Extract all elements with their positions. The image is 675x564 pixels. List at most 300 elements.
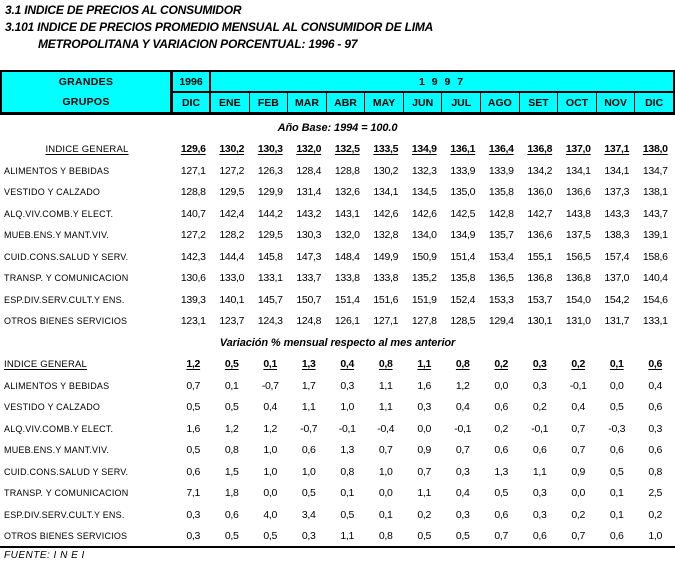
value-cell: 142,4 bbox=[219, 207, 245, 220]
table-row bbox=[0, 397, 675, 419]
value-cell: 1,3 bbox=[340, 444, 355, 457]
value-cell: 134,1 bbox=[565, 164, 591, 177]
value-cell: 0,6 bbox=[224, 508, 239, 521]
table-body bbox=[0, 117, 675, 547]
value-cell: 128,8 bbox=[334, 164, 360, 177]
value-cell: 136,5 bbox=[488, 272, 514, 285]
month-header: FEB bbox=[250, 93, 289, 112]
value-cell: 131,4 bbox=[296, 186, 322, 199]
value-cell: 158,6 bbox=[642, 250, 668, 263]
table-row bbox=[0, 268, 675, 290]
value-cell: 126,1 bbox=[334, 315, 360, 328]
value-cell: 0,0 bbox=[571, 487, 586, 500]
value-cell: 136,0 bbox=[527, 186, 553, 199]
value-cell: 134,1 bbox=[604, 164, 630, 177]
value-cell: 152,4 bbox=[450, 293, 476, 306]
table-row bbox=[0, 504, 675, 526]
value-cell: 0,5 bbox=[609, 465, 624, 478]
value-cell: 1,6 bbox=[417, 379, 432, 392]
month-header: MAY bbox=[365, 93, 404, 112]
value-cell: 128,2 bbox=[219, 229, 245, 242]
value-cell: 0,5 bbox=[301, 487, 316, 500]
value-cell: -0,1 bbox=[569, 379, 587, 392]
month-header: SET bbox=[520, 93, 559, 112]
source-note: FUENTE: I N E I bbox=[4, 550, 85, 561]
value-cell: 0,3 bbox=[648, 422, 663, 435]
value-cell: 130,2 bbox=[219, 143, 245, 156]
value-cell: 130,6 bbox=[180, 272, 206, 285]
value-cell: 0,9 bbox=[571, 465, 586, 478]
value-cell: 129,5 bbox=[219, 186, 245, 199]
value-cell: 153,3 bbox=[488, 293, 514, 306]
value-cell: 157,4 bbox=[604, 250, 630, 263]
value-cell: 131,7 bbox=[604, 315, 630, 328]
value-cell: 133,9 bbox=[488, 164, 514, 177]
row-label: TRANSP. Y COMUNICACION bbox=[4, 273, 129, 284]
value-cell: 127,2 bbox=[180, 229, 206, 242]
value-cell: 0,4 bbox=[340, 358, 355, 371]
value-cell: 127,2 bbox=[219, 164, 245, 177]
value-cell: 140,4 bbox=[642, 272, 668, 285]
value-cell: 0,7 bbox=[186, 379, 201, 392]
value-cell: 1,3 bbox=[301, 358, 316, 371]
value-cell: 0,8 bbox=[455, 358, 470, 371]
value-cell: 145,8 bbox=[257, 250, 283, 263]
value-cell: 1,7 bbox=[301, 379, 316, 392]
row-label: MUEB.ENS.Y MANT.VIV. bbox=[4, 445, 110, 456]
value-cell: 0,6 bbox=[648, 401, 663, 414]
value-cell: 136,6 bbox=[527, 229, 553, 242]
value-cell: 0,6 bbox=[648, 444, 663, 457]
value-cell: 144,4 bbox=[219, 250, 245, 263]
value-cell: 0,2 bbox=[494, 358, 509, 371]
value-cell: 136,6 bbox=[565, 186, 591, 199]
value-cell: 1,1 bbox=[532, 465, 547, 478]
value-cell: 0,7 bbox=[571, 530, 586, 543]
group-header-line1: GRANDES bbox=[58, 76, 114, 88]
value-cell: 128,4 bbox=[296, 164, 322, 177]
value-cell: 1,2 bbox=[263, 422, 278, 435]
value-cell: 1,0 bbox=[301, 465, 316, 478]
value-cell: 0,1 bbox=[263, 358, 278, 371]
value-cell: 0,2 bbox=[494, 422, 509, 435]
value-cell: 3,4 bbox=[301, 508, 316, 521]
value-cell: 134,2 bbox=[527, 164, 553, 177]
table-row bbox=[0, 203, 675, 225]
value-cell: 133,1 bbox=[257, 272, 283, 285]
value-cell: 142,6 bbox=[411, 207, 437, 220]
value-cell: 0,4 bbox=[648, 379, 663, 392]
value-cell: 139,1 bbox=[642, 229, 668, 242]
month-header-dic-1996: DIC bbox=[173, 93, 211, 112]
value-cell: 153,7 bbox=[527, 293, 553, 306]
value-cell: 1,1 bbox=[340, 530, 355, 543]
value-cell: 154,2 bbox=[604, 293, 630, 306]
value-cell: 155,1 bbox=[527, 250, 553, 263]
value-cell: 135,0 bbox=[450, 186, 476, 199]
value-cell: 0,8 bbox=[378, 358, 393, 371]
value-cell: 136,8 bbox=[527, 143, 553, 156]
value-cell: 151,9 bbox=[411, 293, 437, 306]
value-cell: 0,6 bbox=[186, 465, 201, 478]
value-cell: 124,3 bbox=[257, 315, 283, 328]
value-cell: 0,6 bbox=[532, 444, 547, 457]
value-cell: 1,0 bbox=[378, 465, 393, 478]
value-cell: 127,1 bbox=[180, 164, 206, 177]
year-1997-header: 1 9 9 7 bbox=[418, 75, 466, 88]
value-cell: 127,1 bbox=[373, 315, 399, 328]
table-row bbox=[0, 182, 675, 204]
value-cell: 132,8 bbox=[373, 229, 399, 242]
value-cell: 0,3 bbox=[532, 358, 547, 371]
value-cell: 0,3 bbox=[340, 379, 355, 392]
value-cell: 134,0 bbox=[411, 229, 437, 242]
row-label: INDICE GENERAL bbox=[4, 358, 88, 370]
value-cell: 123,1 bbox=[180, 315, 206, 328]
value-cell: 1,1 bbox=[378, 401, 393, 414]
value-cell: 0,9 bbox=[417, 444, 432, 457]
value-cell: 137,5 bbox=[565, 229, 591, 242]
column-group-header bbox=[2, 72, 173, 112]
variation-caption: Variación % mensual respecto al mes anterior bbox=[219, 336, 456, 349]
value-cell: 133,1 bbox=[642, 315, 668, 328]
value-cell: 129,9 bbox=[257, 186, 283, 199]
variation-rows bbox=[0, 354, 675, 548]
value-cell: 133,8 bbox=[373, 272, 399, 285]
value-cell: 0,8 bbox=[378, 530, 393, 543]
value-cell: 135,8 bbox=[488, 186, 514, 199]
value-cell: 1,8 bbox=[224, 487, 239, 500]
table-row bbox=[0, 526, 675, 548]
value-cell: -0,7 bbox=[261, 379, 279, 392]
value-cell: 0,7 bbox=[571, 444, 586, 457]
value-cell: 0,5 bbox=[609, 401, 624, 414]
table-row bbox=[0, 225, 675, 247]
value-cell: 0,7 bbox=[494, 530, 509, 543]
value-cell: 0,6 bbox=[648, 358, 663, 371]
table-title-line2: METROPOLITANA Y VARIACION PORCENTUAL: 1996 - 97 bbox=[38, 37, 358, 51]
month-header: AGO bbox=[481, 93, 520, 112]
month-header: NOV bbox=[597, 93, 636, 112]
value-cell: 133,7 bbox=[296, 272, 322, 285]
value-cell: 0,0 bbox=[417, 422, 432, 435]
value-cell: -0,1 bbox=[338, 422, 356, 435]
value-cell: 0,3 bbox=[532, 379, 547, 392]
row-label: VESTIDO Y CALZADO bbox=[4, 187, 101, 198]
table-row bbox=[0, 418, 675, 440]
value-cell: 0,6 bbox=[494, 444, 509, 457]
value-cell: -0,1 bbox=[454, 422, 472, 435]
table-row bbox=[0, 246, 675, 268]
value-cell: 131,0 bbox=[565, 315, 591, 328]
value-cell: 140,7 bbox=[180, 207, 206, 220]
month-header: ABR bbox=[327, 93, 366, 112]
value-cell: 154,0 bbox=[565, 293, 591, 306]
month-header: DIC bbox=[645, 96, 664, 109]
value-cell: 136,4 bbox=[488, 143, 514, 156]
value-cell: 0,5 bbox=[186, 444, 201, 457]
month-header: JUL bbox=[442, 93, 481, 112]
value-cell: 0,3 bbox=[532, 508, 547, 521]
group-header-line2: GRUPOS bbox=[62, 96, 110, 108]
value-cell: 137,0 bbox=[604, 272, 630, 285]
value-cell: 135,2 bbox=[411, 272, 437, 285]
value-cell: 0,5 bbox=[494, 487, 509, 500]
value-cell: 136,1 bbox=[450, 143, 476, 156]
value-cell: 0,6 bbox=[609, 444, 624, 457]
value-cell: 0,6 bbox=[609, 530, 624, 543]
value-cell: 0,6 bbox=[494, 401, 509, 414]
month-header: JUN bbox=[404, 93, 443, 112]
value-cell: 134,7 bbox=[642, 164, 668, 177]
base-year-caption: Año Base: 1994 = 100.0 bbox=[277, 121, 398, 134]
value-cell: 133,5 bbox=[373, 143, 399, 156]
value-cell: 0,0 bbox=[263, 487, 278, 500]
month-header: OCT bbox=[558, 93, 597, 112]
value-cell: 1,3 bbox=[494, 465, 509, 478]
value-cell: 133,8 bbox=[334, 272, 360, 285]
value-cell: 135,8 bbox=[450, 272, 476, 285]
value-cell: 0,3 bbox=[455, 465, 470, 478]
value-cell: 142,8 bbox=[488, 207, 514, 220]
value-cell: 142,6 bbox=[373, 207, 399, 220]
row-label: OTROS BIENES SERVICIOS bbox=[4, 316, 128, 327]
value-cell: 124,8 bbox=[296, 315, 322, 328]
table-row bbox=[0, 440, 675, 462]
value-cell: 0,5 bbox=[417, 530, 432, 543]
row-label: MUEB.ENS.Y MANT.VIV. bbox=[4, 230, 110, 241]
value-cell: 132,0 bbox=[296, 143, 322, 156]
value-cell: 143,1 bbox=[334, 207, 360, 220]
value-cell: 2,5 bbox=[648, 487, 663, 500]
value-cell: 0,7 bbox=[455, 444, 470, 457]
value-cell: 0,3 bbox=[186, 508, 201, 521]
value-cell: 147,3 bbox=[296, 250, 322, 263]
value-cell: 142,3 bbox=[180, 250, 206, 263]
value-cell: 132,0 bbox=[334, 229, 360, 242]
value-cell: 142,7 bbox=[527, 207, 553, 220]
table-row bbox=[0, 461, 675, 483]
value-cell: 138,0 bbox=[642, 143, 668, 156]
value-cell: 132,6 bbox=[334, 186, 360, 199]
value-cell: 128,5 bbox=[450, 315, 476, 328]
value-cell: 138,1 bbox=[642, 186, 668, 199]
value-cell: 0,4 bbox=[455, 487, 470, 500]
value-cell: 137,0 bbox=[565, 143, 591, 156]
value-cell: 0,2 bbox=[532, 401, 547, 414]
value-cell: 1,2 bbox=[224, 422, 239, 435]
table-row bbox=[0, 354, 675, 376]
value-cell: 0,0 bbox=[609, 379, 624, 392]
value-cell: 0,8 bbox=[224, 444, 239, 457]
table-header bbox=[0, 70, 675, 115]
value-cell: 0,3 bbox=[417, 401, 432, 414]
value-cell: 145,7 bbox=[257, 293, 283, 306]
value-cell: 0,0 bbox=[494, 379, 509, 392]
value-cell: 0,5 bbox=[455, 530, 470, 543]
value-cell: 1,0 bbox=[648, 530, 663, 543]
value-cell: 0,2 bbox=[571, 508, 586, 521]
value-cell: 1,1 bbox=[417, 487, 432, 500]
value-cell: 1,2 bbox=[455, 379, 470, 392]
value-cell: 0,6 bbox=[494, 508, 509, 521]
value-cell: 4,0 bbox=[263, 508, 278, 521]
value-cell: 126,3 bbox=[257, 164, 283, 177]
value-cell: 132,3 bbox=[411, 164, 437, 177]
value-cell: 7,1 bbox=[186, 487, 201, 500]
value-cell: 138,3 bbox=[604, 229, 630, 242]
row-label: ESP.DIV.SERV.CULT.Y ENS. bbox=[4, 509, 125, 520]
value-cell: 0,3 bbox=[532, 487, 547, 500]
value-cell: 0,1 bbox=[224, 379, 239, 392]
row-label: VESTIDO Y CALZADO bbox=[4, 402, 101, 413]
table-row bbox=[0, 289, 675, 311]
value-cell: 0,8 bbox=[340, 465, 355, 478]
value-cell: 151,4 bbox=[450, 250, 476, 263]
row-label: ALIMENTOS Y BEBIDAS bbox=[4, 165, 110, 176]
value-cell: 150,7 bbox=[296, 293, 322, 306]
value-cell: 0,5 bbox=[263, 530, 278, 543]
value-cell: -0,1 bbox=[531, 422, 549, 435]
value-cell: 137,1 bbox=[604, 143, 630, 156]
row-label: ALQ.VIV.COMB.Y ELECT. bbox=[4, 423, 114, 434]
value-cell: 134,9 bbox=[411, 143, 437, 156]
value-cell: 143,8 bbox=[565, 207, 591, 220]
section-title: 3.1 INDICE DE PRECIOS AL CONSUMIDOR bbox=[5, 3, 242, 17]
value-cell: 143,2 bbox=[296, 207, 322, 220]
value-cell: 0,2 bbox=[571, 358, 586, 371]
value-cell: 153,4 bbox=[488, 250, 514, 263]
value-cell: 0,4 bbox=[571, 401, 586, 414]
value-cell: 1,0 bbox=[263, 444, 278, 457]
value-cell: 139,3 bbox=[180, 293, 206, 306]
value-cell: 0,3 bbox=[301, 530, 316, 543]
row-label: OTROS BIENES SERVICIOS bbox=[4, 531, 128, 542]
value-cell: -0,3 bbox=[608, 422, 626, 435]
value-cell: 0,1 bbox=[340, 487, 355, 500]
month-header: ENE bbox=[211, 93, 250, 112]
value-cell: 151,6 bbox=[373, 293, 399, 306]
value-cell: 140,1 bbox=[219, 293, 245, 306]
value-cell: 136,8 bbox=[565, 272, 591, 285]
table-row bbox=[0, 139, 675, 161]
value-cell: 134,1 bbox=[373, 186, 399, 199]
row-label: INDICE GENERAL bbox=[45, 143, 129, 155]
value-cell: 0,3 bbox=[186, 530, 201, 543]
value-cell: 134,9 bbox=[450, 229, 476, 242]
value-cell: 127,8 bbox=[411, 315, 437, 328]
row-label: ALIMENTOS Y BEBIDAS bbox=[4, 380, 110, 391]
row-label: ALQ.VIV.COMB.Y ELECT. bbox=[4, 208, 114, 219]
value-cell: 1,2 bbox=[186, 358, 201, 371]
value-cell: 0,7 bbox=[417, 465, 432, 478]
value-cell: 1,1 bbox=[378, 379, 393, 392]
year-1996-header: 1996 bbox=[173, 72, 211, 91]
value-cell: 1,5 bbox=[224, 465, 239, 478]
value-cell: 154,6 bbox=[642, 293, 668, 306]
value-cell: 135,7 bbox=[488, 229, 514, 242]
value-cell: 132,5 bbox=[334, 143, 360, 156]
value-cell: 134,5 bbox=[411, 186, 437, 199]
value-cell: 0,1 bbox=[609, 487, 624, 500]
value-cell: 130,3 bbox=[257, 143, 283, 156]
value-cell: 0,6 bbox=[301, 444, 316, 457]
value-cell: 0,5 bbox=[224, 401, 239, 414]
value-cell: 151,4 bbox=[334, 293, 360, 306]
value-cell: 0,4 bbox=[263, 401, 278, 414]
table-row bbox=[0, 483, 675, 505]
value-cell: 144,2 bbox=[257, 207, 283, 220]
value-cell: 0,5 bbox=[224, 358, 239, 371]
table-row bbox=[0, 160, 675, 182]
value-cell: 0,2 bbox=[648, 508, 663, 521]
month-header-row bbox=[173, 93, 673, 112]
value-cell: 129,6 bbox=[180, 143, 206, 156]
value-cell: 0,1 bbox=[609, 508, 624, 521]
value-cell: 0,0 bbox=[378, 487, 393, 500]
value-cell: -0,4 bbox=[377, 422, 395, 435]
value-cell: 123,7 bbox=[219, 315, 245, 328]
value-cell: 1,0 bbox=[340, 401, 355, 414]
value-cell: 143,7 bbox=[642, 207, 668, 220]
table-row bbox=[0, 375, 675, 397]
value-cell: 1,1 bbox=[301, 401, 316, 414]
table-title-line1: 3.101 INDICE DE PRECIOS PROMEDIO MENSUAL AL CONSUMIDOR DE LIMA bbox=[5, 20, 434, 34]
value-cell: 149,9 bbox=[373, 250, 399, 263]
value-cell: 0,8 bbox=[648, 465, 663, 478]
row-label: ESP.DIV.SERV.CULT.Y ENS. bbox=[4, 294, 125, 305]
table-row bbox=[0, 311, 675, 333]
value-cell: 133,9 bbox=[450, 164, 476, 177]
value-cell: 0,7 bbox=[378, 444, 393, 457]
value-cell: 130,3 bbox=[296, 229, 322, 242]
footer-divider bbox=[0, 546, 675, 548]
row-label: TRANSP. Y COMUNICACION bbox=[4, 488, 129, 499]
value-cell: 0,7 bbox=[571, 422, 586, 435]
value-cell: 0,5 bbox=[186, 401, 201, 414]
value-cell: 0,5 bbox=[224, 530, 239, 543]
index-rows bbox=[0, 139, 675, 333]
value-cell: 133,0 bbox=[219, 272, 245, 285]
value-cell: 0,5 bbox=[340, 508, 355, 521]
value-cell: 150,9 bbox=[411, 250, 437, 263]
value-cell: 130,1 bbox=[527, 315, 553, 328]
period-headers bbox=[173, 72, 673, 112]
value-cell: 0,3 bbox=[455, 508, 470, 521]
value-cell: 130,2 bbox=[373, 164, 399, 177]
value-cell: 148,4 bbox=[334, 250, 360, 263]
value-cell: 0,1 bbox=[609, 358, 624, 371]
value-cell: -0,7 bbox=[300, 422, 318, 435]
value-cell: 0,4 bbox=[455, 401, 470, 414]
value-cell: 156,5 bbox=[565, 250, 591, 263]
value-cell: 1,0 bbox=[263, 465, 278, 478]
row-label: CUID.CONS.SALUD Y SERV. bbox=[4, 466, 129, 477]
value-cell: 0,6 bbox=[532, 530, 547, 543]
value-cell: 1,1 bbox=[417, 358, 432, 371]
row-label: CUID.CONS.SALUD Y SERV. bbox=[4, 251, 129, 262]
value-cell: 128,8 bbox=[180, 186, 206, 199]
value-cell: 143,3 bbox=[604, 207, 630, 220]
value-cell: 129,4 bbox=[488, 315, 514, 328]
value-cell: 1,6 bbox=[186, 422, 201, 435]
value-cell: 137,3 bbox=[604, 186, 630, 199]
year-header-row bbox=[173, 72, 673, 93]
value-cell: 142,5 bbox=[450, 207, 476, 220]
value-cell: 0,1 bbox=[378, 508, 393, 521]
value-cell: 129,5 bbox=[257, 229, 283, 242]
value-cell: 136,8 bbox=[527, 272, 553, 285]
